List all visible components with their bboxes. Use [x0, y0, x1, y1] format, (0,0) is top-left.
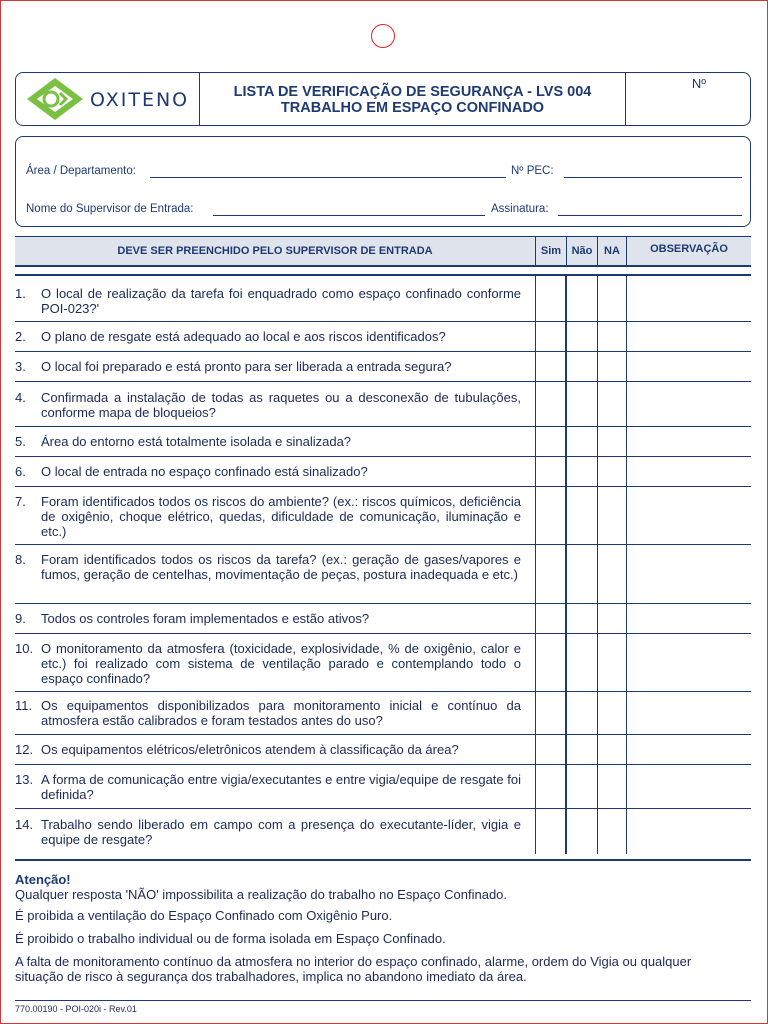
question-number: 14. [15, 817, 34, 832]
table-row [15, 457, 751, 487]
attention-note: A falta de monitoramento contínuo da atmosfera no interior do espaço confinado, alarme, ordem do Vigia ou qualquer situação de risco à segurança dos trabalhadores, implica no abandono imediato da área. [15, 954, 692, 984]
column-divider [535, 276, 536, 854]
document-subtitle: TRABALHO EM ESPAÇO CONFINADO [280, 100, 545, 116]
document-number-label: Nº [691, 76, 706, 91]
oxiteno-logo-icon [26, 77, 84, 121]
checklist-header [15, 236, 751, 267]
supervisor-label: Nome do Supervisor de Entrada: [26, 203, 194, 215]
table-row [15, 382, 751, 427]
header-sim: Sim [540, 245, 562, 257]
question-number: 8. [15, 552, 26, 567]
table-row [15, 487, 751, 545]
question-text: Foram identificados todos os riscos do ambiente? (ex.: riscos químicos, deficiência de oxigênio, choque elétrico, quedas, dificuldade de comunicação, iluminação e etc.) [41, 494, 521, 539]
table-row [15, 735, 751, 765]
question-number: 12. [15, 742, 34, 757]
footer-rule [15, 1000, 751, 1001]
question-text: Confirmada a instalação de todas as raquetes ou a desconexão de tubulações, conforme mapa de bloqueios? [41, 390, 521, 420]
logo-cell [16, 73, 200, 125]
question-text: O local de entrada no espaço confinado está sinalizado? [41, 464, 368, 479]
question-number: 3. [15, 359, 26, 374]
table-row [15, 634, 751, 692]
table-row [15, 276, 751, 322]
signature-label: Assinatura: [491, 203, 549, 215]
header-instruction: DEVE SER PREENCHIDO PELO SUPERVISOR DE ENTRADA [117, 245, 433, 257]
question-text: Foram identificados todos os riscos da tarefa? (ex.: geração de gases/vapores e fumos, geração de centelhas, movimentação de peças, postura inadequada e etc.) [41, 552, 521, 582]
header-na: NA [604, 245, 620, 257]
attention-note: É proibida a ventilação do Espaço Confinado com Oxigênio Puro. [15, 908, 393, 923]
document-code: 770.00190 - POI-020i - Rev.01 [15, 1004, 137, 1014]
question-text: Os equipamentos disponibilizados para monitoramento inicial e contínuo da atmosfera estão calibrados e foram testados antes do uso? [41, 698, 521, 728]
question-number: 7. [15, 494, 26, 509]
header-nao: Não [571, 245, 593, 257]
question-number: 4. [15, 390, 26, 405]
question-text: Área do entorno está totalmente isolada e sinalizada? [41, 434, 352, 449]
document-header [15, 72, 751, 126]
attention-notes [15, 872, 735, 984]
question-number: 1. [15, 286, 26, 301]
question-text: O monitoramento da atmosfera (toxicidade, explosividade, % de oxigênio, calor e etc.) foi realizado com sistema de ventilação parado e contemplando todo o espaço confinado? [41, 641, 521, 686]
table-row [15, 809, 751, 854]
question-text: Todos os controles foram implementados e estão ativos? [41, 611, 370, 626]
table-bottom-rule [15, 859, 751, 861]
question-number: 9. [15, 611, 26, 626]
attention-title: Atenção! [15, 872, 71, 887]
question-number: 6. [15, 464, 26, 479]
attention-note: Qualquer resposta 'NÃO' impossibilita a realização do trabalho no Espaço Confinado. [15, 887, 508, 902]
header-observacao: OBSERVAÇÃO [650, 243, 728, 255]
column-divider [597, 276, 598, 854]
area-label: Área / Departamento: [26, 165, 136, 177]
question-text: O local foi preparado e está pronto para ser liberada a entrada segura? [41, 359, 452, 374]
pec-label: Nº PEC: [511, 165, 554, 177]
supervisor-field[interactable] [213, 215, 485, 216]
pec-field[interactable] [564, 177, 742, 178]
checklist-table [15, 274, 751, 854]
question-number: 5. [15, 434, 26, 449]
table-row [15, 692, 751, 735]
question-text: Trabalho sendo liberado em campo com a presença do executante-líder, vigia e equipe de resgate? [41, 817, 521, 847]
document-title: LISTA DE VERIFICAÇÃO DE SEGURANÇA - LVS 004 [233, 84, 592, 100]
area-field[interactable] [150, 177, 506, 178]
question-text: O plano de resgate está adequado ao local e aos riscos identificados? [41, 329, 446, 344]
signature-field[interactable] [558, 215, 742, 216]
table-row [15, 545, 751, 604]
question-text: Os equipamentos elétricos/eletrônicos atendem à classificação da área? [41, 742, 459, 757]
question-number: 2. [15, 329, 26, 344]
column-divider [565, 276, 567, 854]
table-row [15, 427, 751, 457]
table-row [15, 352, 751, 382]
column-divider [626, 276, 627, 854]
attention-note: É proibido o trabalho individual ou de forma isolada em Espaço Confinado. [15, 931, 446, 946]
table-row [15, 765, 751, 809]
question-number: 10. [15, 641, 34, 656]
question-number: 13. [15, 772, 34, 787]
question-text: O local de realização da tarefa foi enquadrado como espaço confinado conforme POI-023?' [41, 286, 521, 316]
question-text: A forma de comunicação entre vigia/executantes e entre vigia/equipe de resgate foi definida? [41, 772, 521, 802]
punch-hole-mark [371, 24, 395, 48]
table-row [15, 604, 751, 634]
logo-wordmark: OXITENO [90, 89, 190, 111]
question-number: 11. [15, 698, 33, 713]
table-row [15, 322, 751, 352]
identification-form [15, 136, 751, 227]
title-cell [200, 73, 626, 125]
